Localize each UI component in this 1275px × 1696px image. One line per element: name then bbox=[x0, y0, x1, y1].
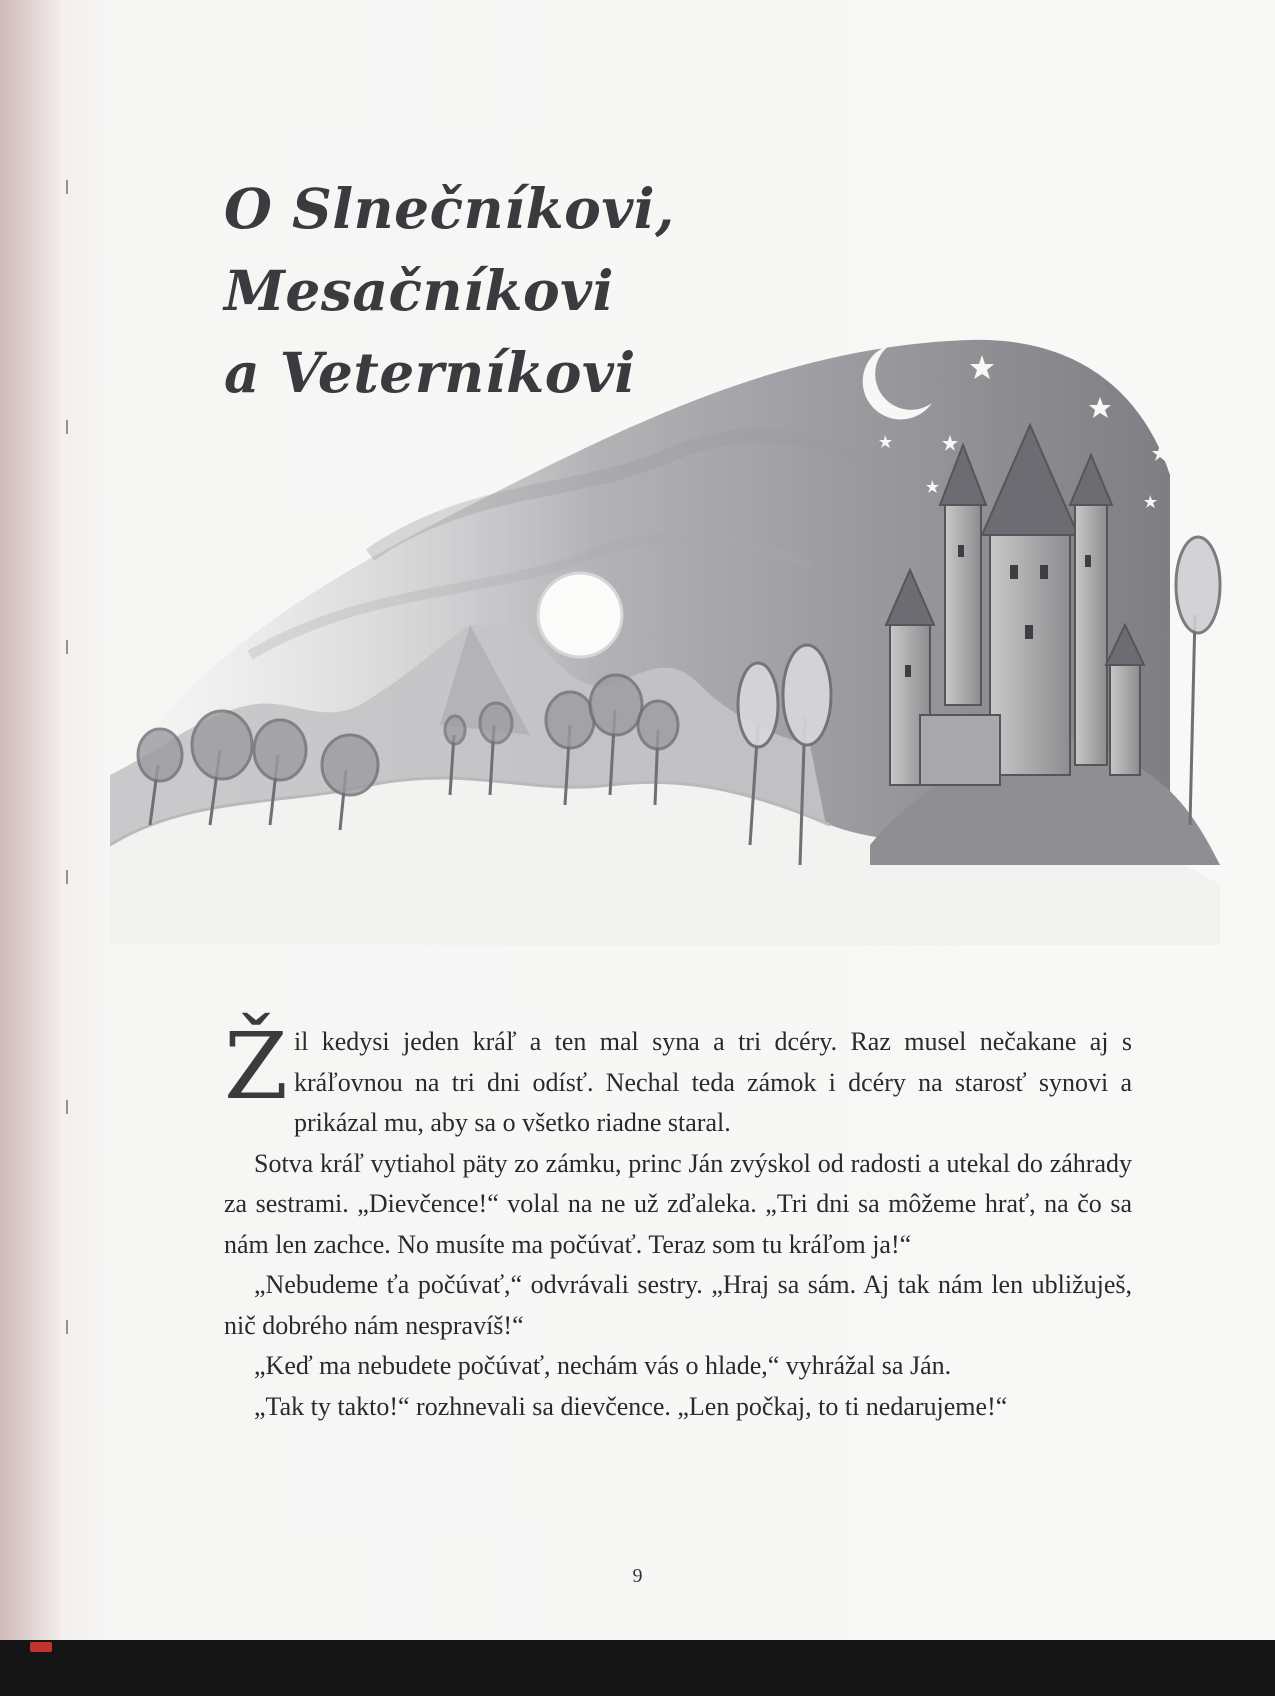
scan-background-edge bbox=[0, 1640, 1275, 1696]
binding-mark bbox=[66, 870, 68, 884]
binding-mark bbox=[66, 1320, 68, 1334]
story-paragraph-1 bbox=[224, 1013, 1132, 1144]
castle-night-illustration bbox=[110, 325, 1230, 945]
spine-shadow bbox=[0, 0, 60, 1640]
book-cover-edge bbox=[30, 1642, 52, 1652]
binding-mark bbox=[66, 420, 68, 434]
story-paragraph-1-text: il kedysi jeden kráľ a ten mal syna a tri dcéry. Raz musel nečakane aj s kráľovnou na tri dni odísť. Nechal teda zámok i dcéry na starosť synovi a prikázal mu, aby sa o všetko riadne staral. bbox=[293, 1027, 1132, 1137]
chapter-title-line-3: a Veterníkovi bbox=[224, 340, 636, 405]
full-moon bbox=[538, 573, 622, 657]
chapter-title-line-2: Mesačníkovi bbox=[224, 258, 614, 323]
story-paragraph-4: „Keď ma nebudete počúvať, nechám vás o hlade,“ vyhrážal sa Ján. bbox=[254, 1351, 952, 1380]
chapter-title-line-1: O Slnečníkovi, bbox=[224, 176, 675, 241]
binding-mark bbox=[66, 1100, 68, 1114]
story-text bbox=[224, 1013, 1132, 1427]
binding-mark bbox=[66, 180, 68, 194]
page-number: 9 bbox=[632, 1565, 643, 1587]
binding-mark bbox=[66, 640, 68, 654]
story-paragraph-2: Sotva kráľ vytiahol päty zo zámku, princ Ján zvýskol od radosti a utekal do záhrady za sestrami. „Dievčence!“ volal na ne už zďaleka. „Tri dni sa môžeme hrať, na čo sa nám len zachce. No musíte ma počúvať. Teraz som tu kráľom ja!“ bbox=[224, 1148, 1132, 1259]
story-paragraph-3: „Nebudeme ťa počúvať,“ odvrávali sestry. „Hraj sa sám. Aj tak nám len ubližuješ, nič dobrého nám nespravíš!“ bbox=[224, 1270, 1132, 1340]
drop-cap: Ž bbox=[224, 1013, 288, 1120]
story-paragraph-5: „Tak ty takto!“ rozhnevali sa dievčence. „Len počkaj, to ti nedarujeme!“ bbox=[254, 1391, 1008, 1421]
